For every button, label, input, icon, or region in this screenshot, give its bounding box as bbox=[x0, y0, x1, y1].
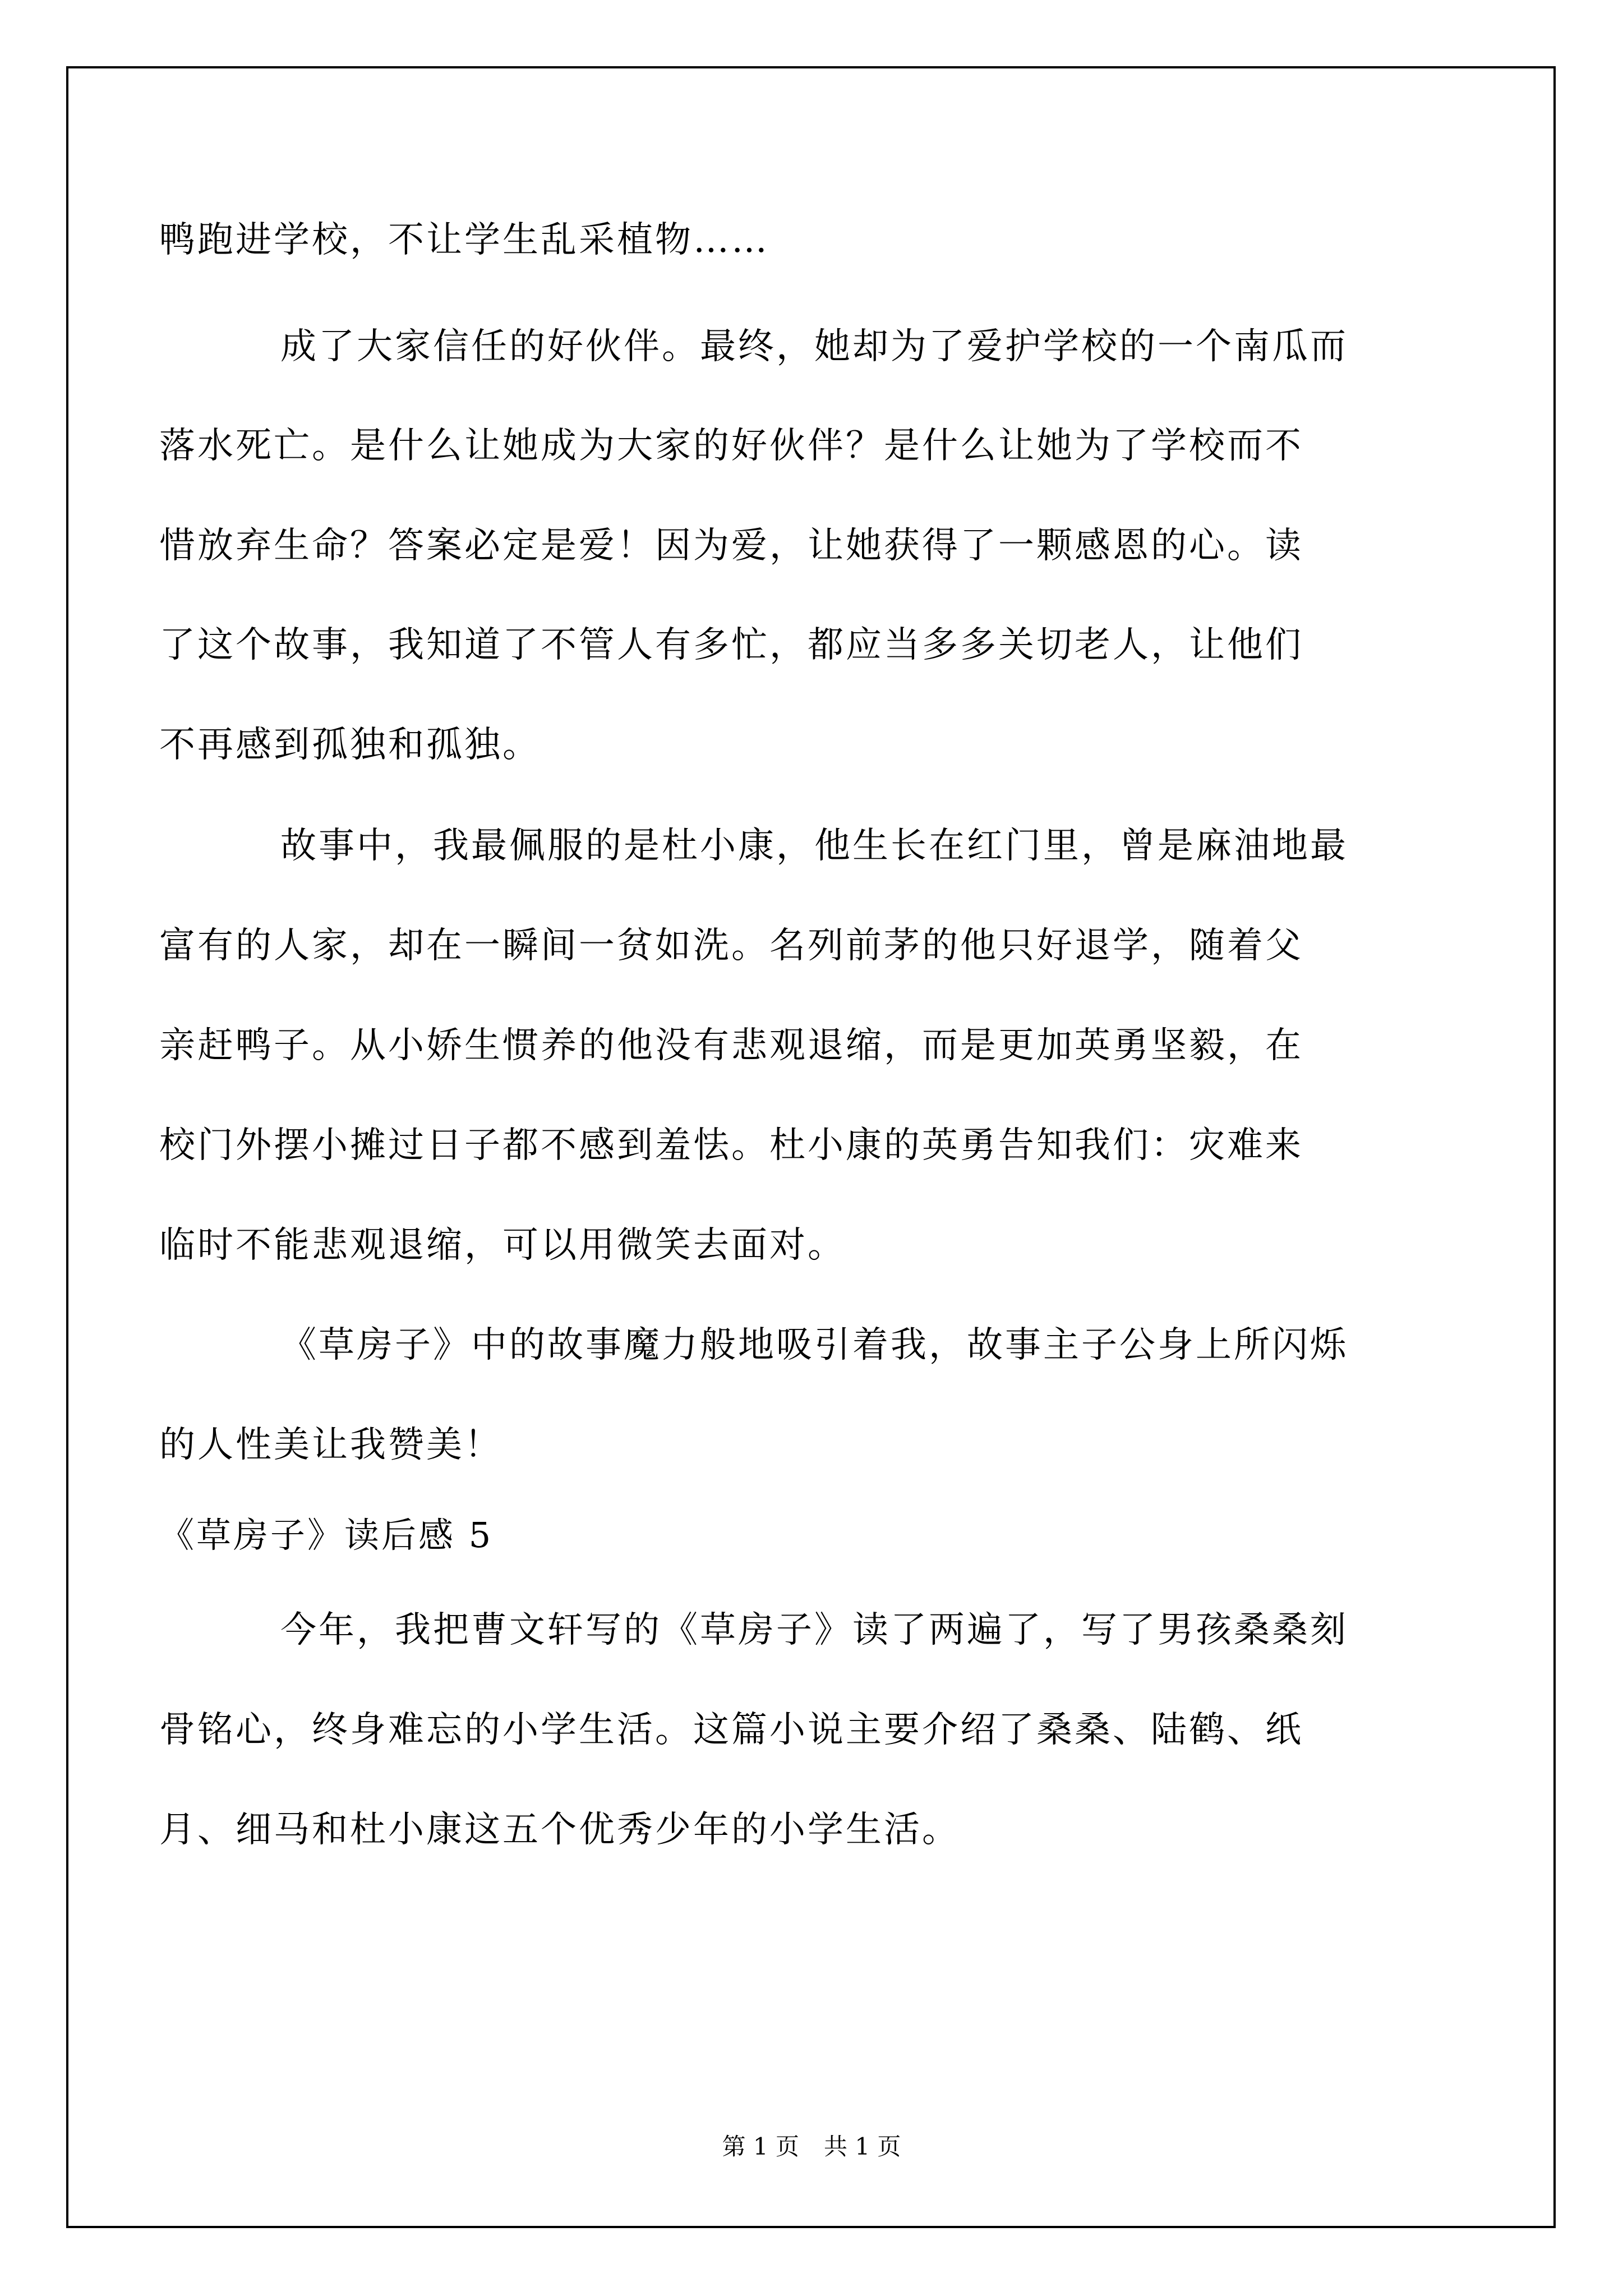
paragraph-line: 今年，我把曹文轩写的《草房子》读了两遍了，写了男孩桑桑刻 bbox=[280, 1609, 1348, 1651]
paragraph-line: 富有的人家，却在一瞬间一贫如洗。名列前茅的他只好退学，随着父 bbox=[159, 925, 1303, 967]
paragraph-line: 鸭跑进学校，不让学生乱采植物…… bbox=[159, 219, 769, 261]
paragraph-line: 故事中，我最佩服的是杜小康，他生长在红门里，曾是麻油地最 bbox=[280, 825, 1348, 867]
paragraph-line: 落水死亡。是什么让她成为大家的好伙伴？是什么让她为了学校而不 bbox=[159, 425, 1303, 467]
paragraph-line: 校门外摆小摊过日子都不感到羞怯。杜小康的英勇告知我们：灾难来 bbox=[159, 1125, 1303, 1166]
total-pages: 共 1 页 bbox=[824, 2133, 901, 2160]
paragraph-line: 骨铭心，终身难忘的小学生活。这篇小说主要介绍了桑桑、陆鹤、纸 bbox=[159, 1709, 1303, 1751]
paragraph-line: 成了大家信任的好伙伴。最终，她却为了爱护学校的一个南瓜而 bbox=[280, 326, 1348, 367]
paragraph-line: 了这个故事，我知道了不管人有多忙，都应当多多关切老人，让他们 bbox=[159, 624, 1303, 666]
paragraph-line: 惜放弃生命？答案必定是爱！因为爱，让她获得了一颗感恩的心。读 bbox=[159, 525, 1303, 567]
paragraph-line: 的人性美让我赞美！ bbox=[159, 1424, 502, 1466]
paragraph-line: 亲赶鸭子。从小娇生惯养的他没有悲观退缩，而是更加英勇坚毅，在 bbox=[159, 1025, 1303, 1066]
paragraph-line: 《草房子》中的故事魔力般地吸引着我，故事主子公身上所闪烁 bbox=[280, 1324, 1348, 1366]
page-number: 第 1 页 bbox=[722, 2133, 799, 2160]
paragraph-line: 月、细马和杜小康这五个优秀少年的小学生活。 bbox=[159, 1809, 960, 1851]
paragraph-line: 临时不能悲观退缩，可以用微笑去面对。 bbox=[159, 1225, 846, 1266]
paragraph-line: 不再感到孤独和孤独。 bbox=[159, 724, 541, 766]
page-footer bbox=[0, 2135, 1623, 2159]
section-heading: 《草房子》读后感 5 bbox=[159, 1515, 494, 1556]
